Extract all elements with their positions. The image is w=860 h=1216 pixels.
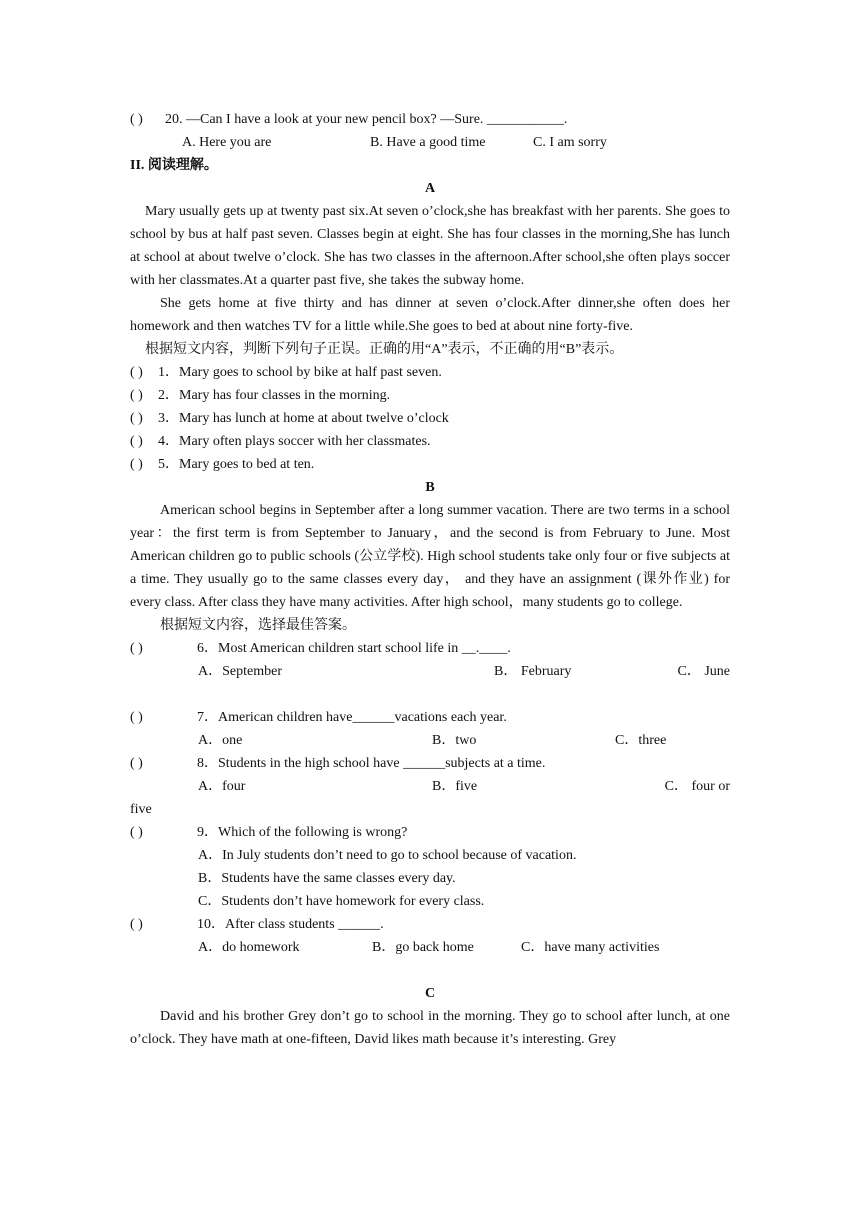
question-7 [130, 706, 730, 729]
answer-blank: ( ) [130, 917, 143, 932]
question-text: 9．Which of the following is wrong? [197, 825, 408, 840]
question-7-options [130, 729, 730, 752]
question-10-options [130, 936, 730, 959]
worksheet-page [130, 108, 730, 1051]
question-text: 1．Mary goes to school by bike at half past seven. [158, 365, 442, 380]
answer-blank: ( ) [130, 388, 143, 403]
option-c: C. I am sorry [533, 135, 607, 150]
answer-blank: ( ) [130, 825, 143, 840]
option-c: C．have many activities [521, 940, 660, 955]
option-c-continuation: five [130, 802, 152, 817]
option-c: C． June [677, 664, 730, 679]
passage-c-letter: C [424, 986, 436, 1001]
option-a: A．In July students don’t need to go to school because of vacation. [198, 848, 577, 863]
question-8 [130, 752, 730, 775]
question-10 [130, 913, 730, 936]
spacer [130, 959, 730, 982]
question-6-options [130, 660, 730, 683]
option-b: B．two [432, 733, 477, 748]
option-b: B． February [494, 664, 572, 679]
answer-blank: ( ) [130, 457, 143, 472]
question-2 [130, 384, 730, 407]
answer-blank: ( ) [130, 756, 143, 771]
passage-a-paragraph-1: Mary usually gets up at twenty past six.At seven o’clock,she has breakfast with her parents. She goes to school by bus at half past seven. Classes begin at eight. She has four classes in the morning,She has lunch at school at about twelve o’clock. She has two classes in the afternoon.After school,she often plays soccer with her classmates.At a quarter past five, she takes the subway home. [130, 204, 730, 288]
option-b: B．five [432, 779, 478, 794]
option-a: A．September [198, 664, 282, 679]
question-9 [130, 821, 730, 844]
passage-b-letter: B [425, 480, 435, 495]
question-20 [130, 108, 730, 131]
question-20-options [130, 131, 730, 154]
answer-blank: ( ) [130, 710, 143, 725]
option-b: B．go back home [372, 940, 474, 955]
question-text: 2．Mary has four classes in the morning. [158, 388, 391, 403]
passage-a-letter: A [424, 181, 436, 196]
answer-blank: ( ) [130, 434, 143, 449]
option-a: A．do homework [198, 940, 300, 955]
answer-blank: ( ) [130, 641, 143, 656]
option-b: B．Students have the same classes every day. [198, 871, 456, 886]
question-6 [130, 637, 730, 660]
passage-a-paragraph-2: She gets home at five thirty and has dinner at seven o’clock.After dinner,she often does her homework and then watches TV for a little while.She goes to bed at about nine forty-five. [130, 296, 730, 334]
question-text: 8．Students in the high school have ______subjects at a time. [197, 756, 546, 771]
question-text: 5．Mary goes to bed at ten. [158, 457, 315, 472]
question-text: 3．Mary has lunch at home at about twelve o’clock [158, 411, 449, 426]
passage-b-paragraph: American school begins in September after a long summer vacation. There are two terms in a school year：the first term is from September to January，and the second is from February to June. Most American children go to public schools (公立学校). High school students take only four or five subjects at a time. They usually go to the same classes every day， and they have an assignment (课外作业) for every class. After class they have many activities. After high school，many students go to college. [130, 503, 730, 610]
question-3 [130, 407, 730, 430]
option-b: B. Have a good time [370, 135, 486, 150]
answer-blank: ( ) [130, 365, 143, 380]
answer-blank: ( ) [130, 411, 143, 426]
answer-blank: ( ) [130, 112, 143, 127]
option-c: C． four or [664, 779, 730, 794]
passage-b-instruction: 根据短文内容，选择最佳答案。 [160, 618, 356, 633]
question-text: 7．American children have______vacations each year. [197, 710, 507, 725]
question-stem: 20. —Can I have a look at your new pencil box? —Sure. ___________. [165, 112, 568, 127]
passage-a-instruction: 根据短文内容，判断下列句子正误。正确的用“A”表示，不正确的用“B”表示。 [145, 342, 624, 357]
option-c: C．three [615, 733, 667, 748]
option-a: A．one [198, 733, 243, 748]
question-text: 6．Most American children start school life in __.____. [197, 641, 511, 656]
question-4 [130, 430, 730, 453]
option-a: A．four [198, 779, 246, 794]
question-1 [130, 361, 730, 384]
option-a: A. Here you are [182, 135, 272, 150]
question-text: 4．Mary often plays soccer with her classmates. [158, 434, 431, 449]
spacer [130, 683, 730, 706]
section-2-title: II. 阅读理解。 [130, 158, 218, 173]
question-text: 10．After class students ______. [197, 917, 384, 932]
option-c: C．Students don’t have homework for every class. [198, 894, 485, 909]
question-8-options [130, 775, 730, 798]
question-5 [130, 453, 730, 476]
passage-c-paragraph: David and his brother Grey don’t go to school in the morning. They go to school after lunch, at one o’clock. They have math at one-fifteen, David likes math because it’s interesting. Grey [130, 1009, 730, 1047]
